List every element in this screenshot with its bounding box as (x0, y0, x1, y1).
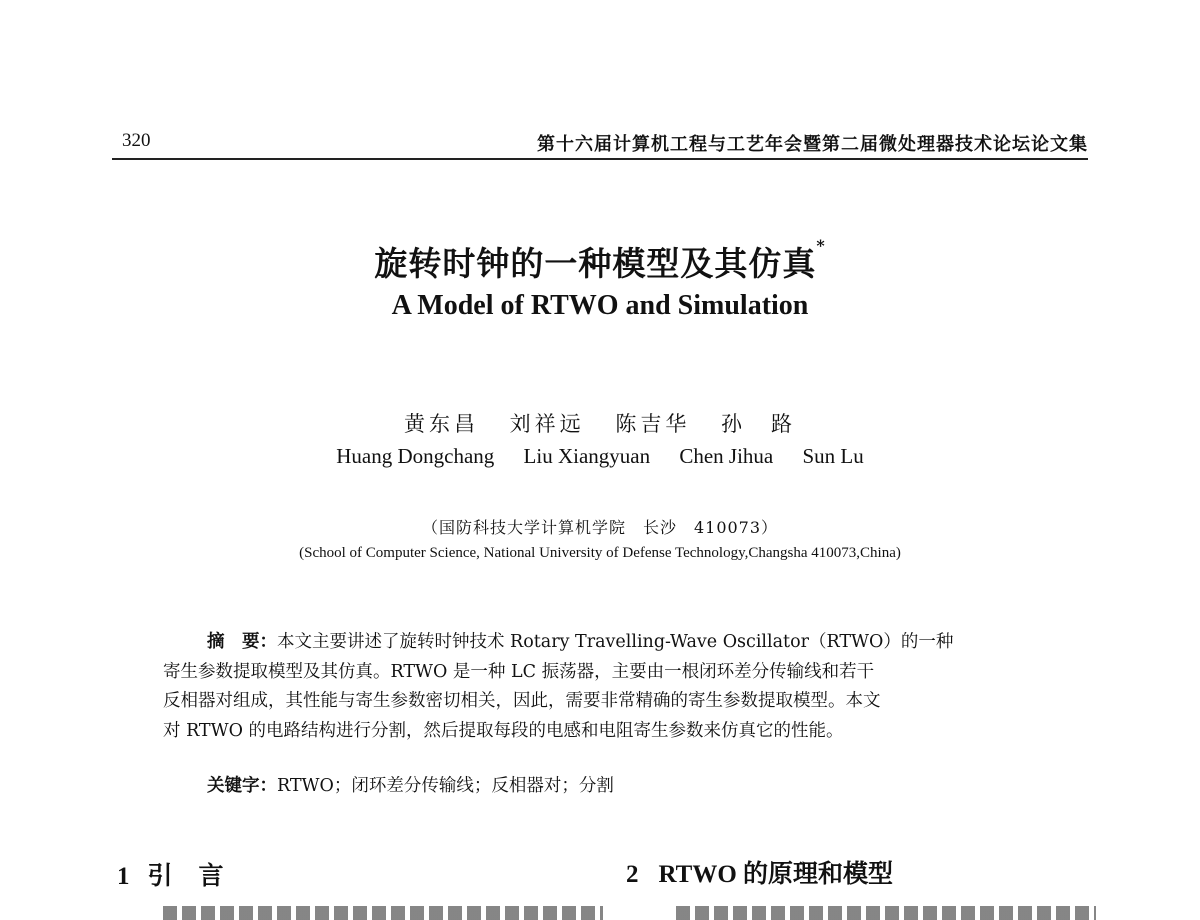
author-en: Liu Xiangyuan (523, 444, 651, 468)
running-header (112, 128, 1088, 160)
keywords (207, 772, 614, 797)
author-cn: 刘祥远 (509, 412, 585, 436)
abstract-line: 对 RTWO 的电路结构进行分割，然后提取每段的电感和电阻寄生参数来仿真它的性能。 (163, 720, 844, 741)
author-en: Sun Lu (802, 444, 864, 468)
title-footnote-mark: * (816, 236, 826, 255)
proceedings-title: 第十六届计算机工程与工艺年会暨第二届微处理器技术论坛论文集 (537, 134, 1088, 155)
author-en: Chen Jihua (679, 444, 774, 468)
abstract-text: 本文主要讲述了旋转时钟技术 Rotary Travelling-Wave Oscillator（RTWO）的一种 (277, 632, 954, 652)
affiliation-english: (School of Computer Science, National University of Defense Technology,Changsha 410073,China) (299, 545, 901, 561)
author-cn: 黄东昌 (403, 412, 479, 436)
abstract-line: 寄生参数提取模型及其仿真。RTWO 是一种 LC 振荡器，主要由一根闭环差分传输线和若干 (163, 661, 875, 682)
affiliation-chinese: （国防科技大学计算机学院 长沙 410073） (421, 518, 779, 537)
section-title: RTWO 的原理和模型 (658, 861, 894, 888)
keywords-text: RTWO；闭环差分传输线；反相器对；分割 (277, 776, 614, 796)
authors-chinese (0, 408, 1200, 438)
paper-title-chinese (0, 238, 1200, 285)
abstract-line (163, 628, 1053, 658)
section-number: 1 (117, 863, 130, 890)
abstract-line: 反相器对组成，其性能与寄生参数密切相关，因此，需要非常精确的寄生参数提取模型。本文 (163, 691, 881, 711)
author-cn: 陈吉华 (615, 412, 691, 436)
paper-title-chinese-text: 旋转时钟的一种模型及其仿真 (374, 244, 817, 283)
section-number: 2 (626, 861, 639, 888)
section-heading-1 (117, 856, 250, 892)
abstract-label: 摘 要： (207, 632, 277, 652)
cut-off-body-text-right (676, 906, 1096, 920)
paper-title-english: A Model of RTWO and Simulation (391, 290, 809, 321)
page-number: 320 (122, 130, 151, 151)
keywords-label: 关键字： (207, 776, 277, 796)
author-cn: 孙 路 (721, 412, 797, 436)
author-en: Huang Dongchang (336, 444, 495, 468)
abstract (163, 628, 1053, 746)
section-title: 引言 (147, 861, 250, 890)
section-heading-2 (626, 854, 893, 890)
authors-english (0, 444, 1200, 469)
cut-off-body-text-left (163, 906, 603, 920)
